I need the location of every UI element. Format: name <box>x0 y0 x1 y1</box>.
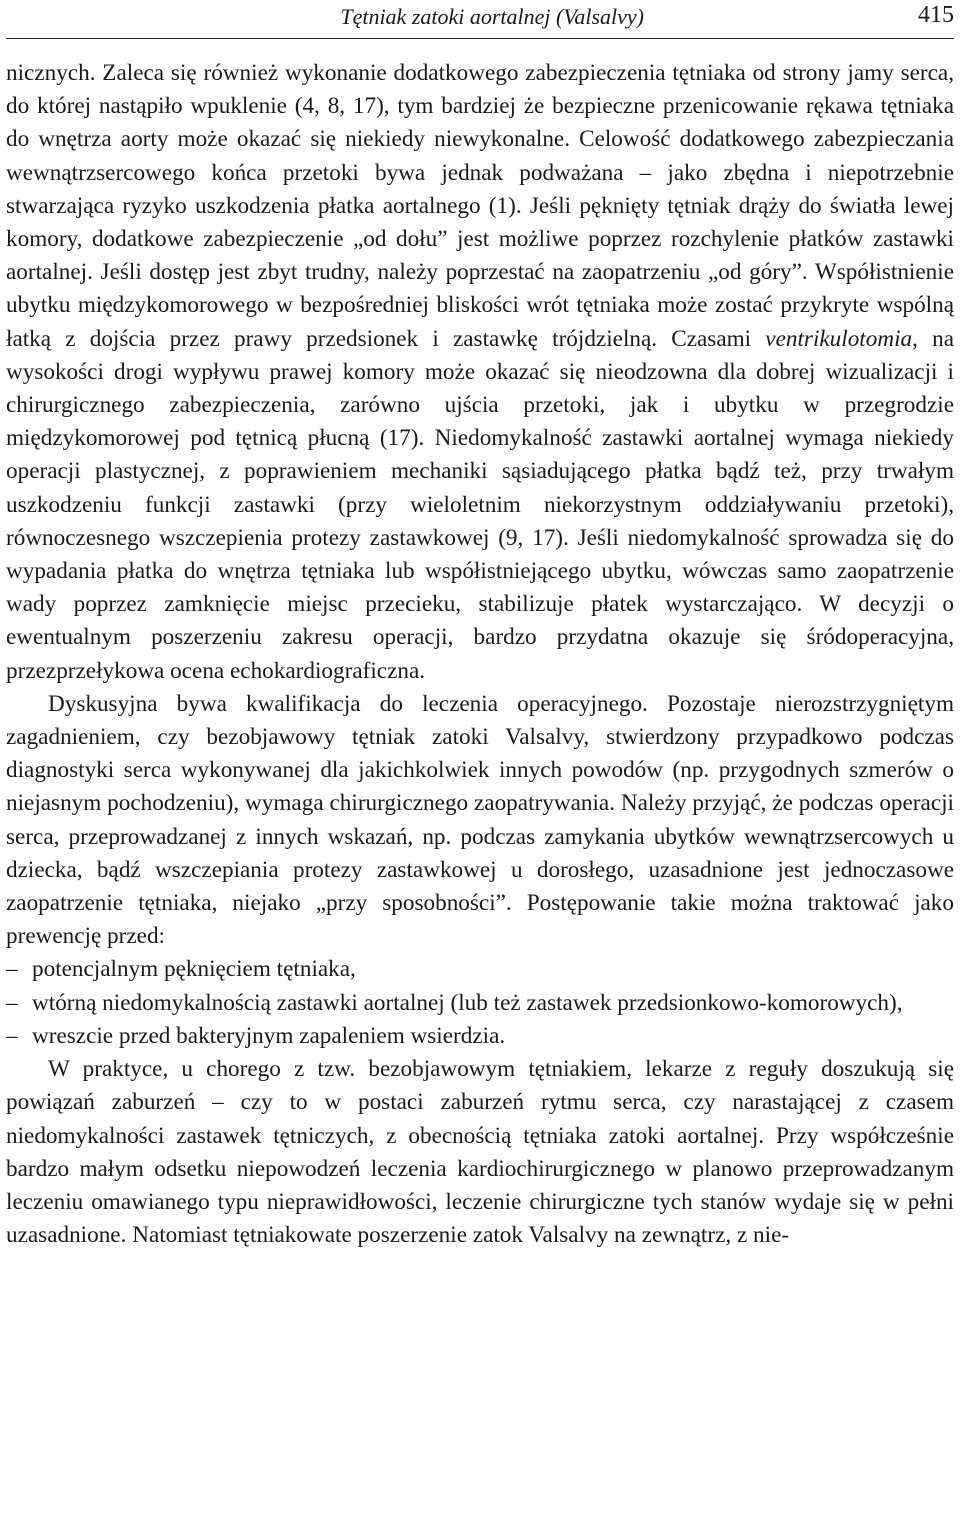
body-text <box>6 57 954 1252</box>
italic-term: ventrikulotomia <box>765 325 913 352</box>
paragraph-2: Dyskusyjna bywa kwalifikacja do leczenia operacyjnego. Pozostaje nierozstrzygniętym zagadnieniem, czy bezobjawowy tętniak zatoki Valsalvy, stwierdzony przypadkowo podczas diagnostyki serca wykonywanej dla jakichkolwiek innych powodów (np. przygodnych szmerów o niejasnym pochodzeniu), wymaga chirurgicznego zaopatrywania. Należy przyjąć, że podczas operacji serca, przeprowadzanej z innych wskazań, np. podczas zamykania ubytków wewnątrzsercowych u dziecka, bądź wszczepiania protezy zastawkowej u dorosłego, uzasadnione jest jednoczasowe zaopatrzenie tętniaka, niejako „przy sposobności”. Postępowanie takie można traktować jako prewencję przed: <box>6 690 954 950</box>
running-title: Tętniak zatoki aortalnej (Valsalvy) <box>340 4 644 29</box>
list-item: – potencjalnym pęknięciem tętniaka, <box>6 953 954 986</box>
list-item: – wtórną niedomykalnością zastawki aortalnej (lub też zastawek przedsionkowo-komorowych), <box>6 987 954 1020</box>
prevention-list <box>6 953 954 1053</box>
paragraph-1-part-1: nicznych. Zaleca się również wykonanie dodatkowego zabezpieczenia tętniaka od strony jamy serca, do której nastąpiło wpuklenie (4, 8, 17), tym bardziej że bezpieczne przenicowanie rękawa tętniaka do wnętrza aorty może okazać się niekiedy niewykonalne. Celowość dodatkowego zabezpieczania wewnątrzsercowego końca przetoki bywa jednak podważana – jako zbędna i niepotrzebnie stwarzająca ryzyko uszkodzenia płatka aortalnego (1). Jeśli pęknięty tętniak drąży do światła lewej komory, dodatkowe zabezpieczenie „od dołu” jest możliwe poprzez rozchylenie płatków zastawki aortalnej. Jeśli dostęp jest zbyt trudny, należy poprzestać na zaopatrzeniu „od góry”. Współistnienie ubytku międzykomorowego w bezpośredniej bliskości wrót tętniaka może zostać przykryte wspólną łatką z dojścia przez prawy przedsionek i zastawkę trójdzielną. Czasami <box>6 60 954 352</box>
list-item: – wreszcie przed bakteryjnym zapaleniem wsierdzia. <box>6 1020 954 1053</box>
paragraph-1-part-2: , na wysokości drogi wypływu prawej komory może okazać się nieodzowna dla dobrej wizualizacji i chirurgicznego zabezpieczenia, zarówno ujścia przetoki, jak i ubytku w przegrodzie międzykomorowej pod tętnicą płucną (17). Niedomykalność zastawki aortalnej wymaga niekiedy operacji plastycznej, z poprawieniem mechaniki sąsiadującego płatka bądź też, przy trwałym uszkodzeniu funkcji zastawki (przy wieloletnim niekorzystnym oddziaływaniu przetoki), równoczesnego wszczepienia protezy zastawkowej (9, 17). Jeśli niedomykalność sprowadza się do wypadania płatka do wnętrza tętniaka lub współistniejącego ubytku, wówczas samo zaopatrzenie wady poprzez zamknięcie miejsc przecieku, stabilizuje płatek wystarczająco. W decyzji o ewentualnym poszerzeniu zakresu operacji, bardzo przydatna okazuje się śródoperacyjna, przezprzełykowa ocena echokardiograficzna. <box>6 325 954 684</box>
paragraph-3: W praktyce, u chorego z tzw. bezobjawowym tętniakiem, lekarze z reguły doszukują się powiązań zaburzeń – czy to w postaci zaburzeń rytmu serca, czy narastającej z czasem niedomykalności zastawek tętniczych, z obecnością tętniaka zatoki aortalnej. Przy współcześnie bardzo małym odsetku niepowodzeń leczenia kardiochirurgicznego w planowo przeprowadzanym leczeniu omawianego typu nieprawidłowości, leczenie chirurgiczne tych stanów wydaje się w pełni uzasadnione. Natomiast tętniakowate poszerzenie zatok Valsalvy na zewnątrz, z nie- <box>6 1056 954 1249</box>
page-number: 415 <box>918 2 954 28</box>
document-page <box>6 0 954 1252</box>
paragraph-1 <box>6 57 954 688</box>
running-header <box>6 0 954 39</box>
